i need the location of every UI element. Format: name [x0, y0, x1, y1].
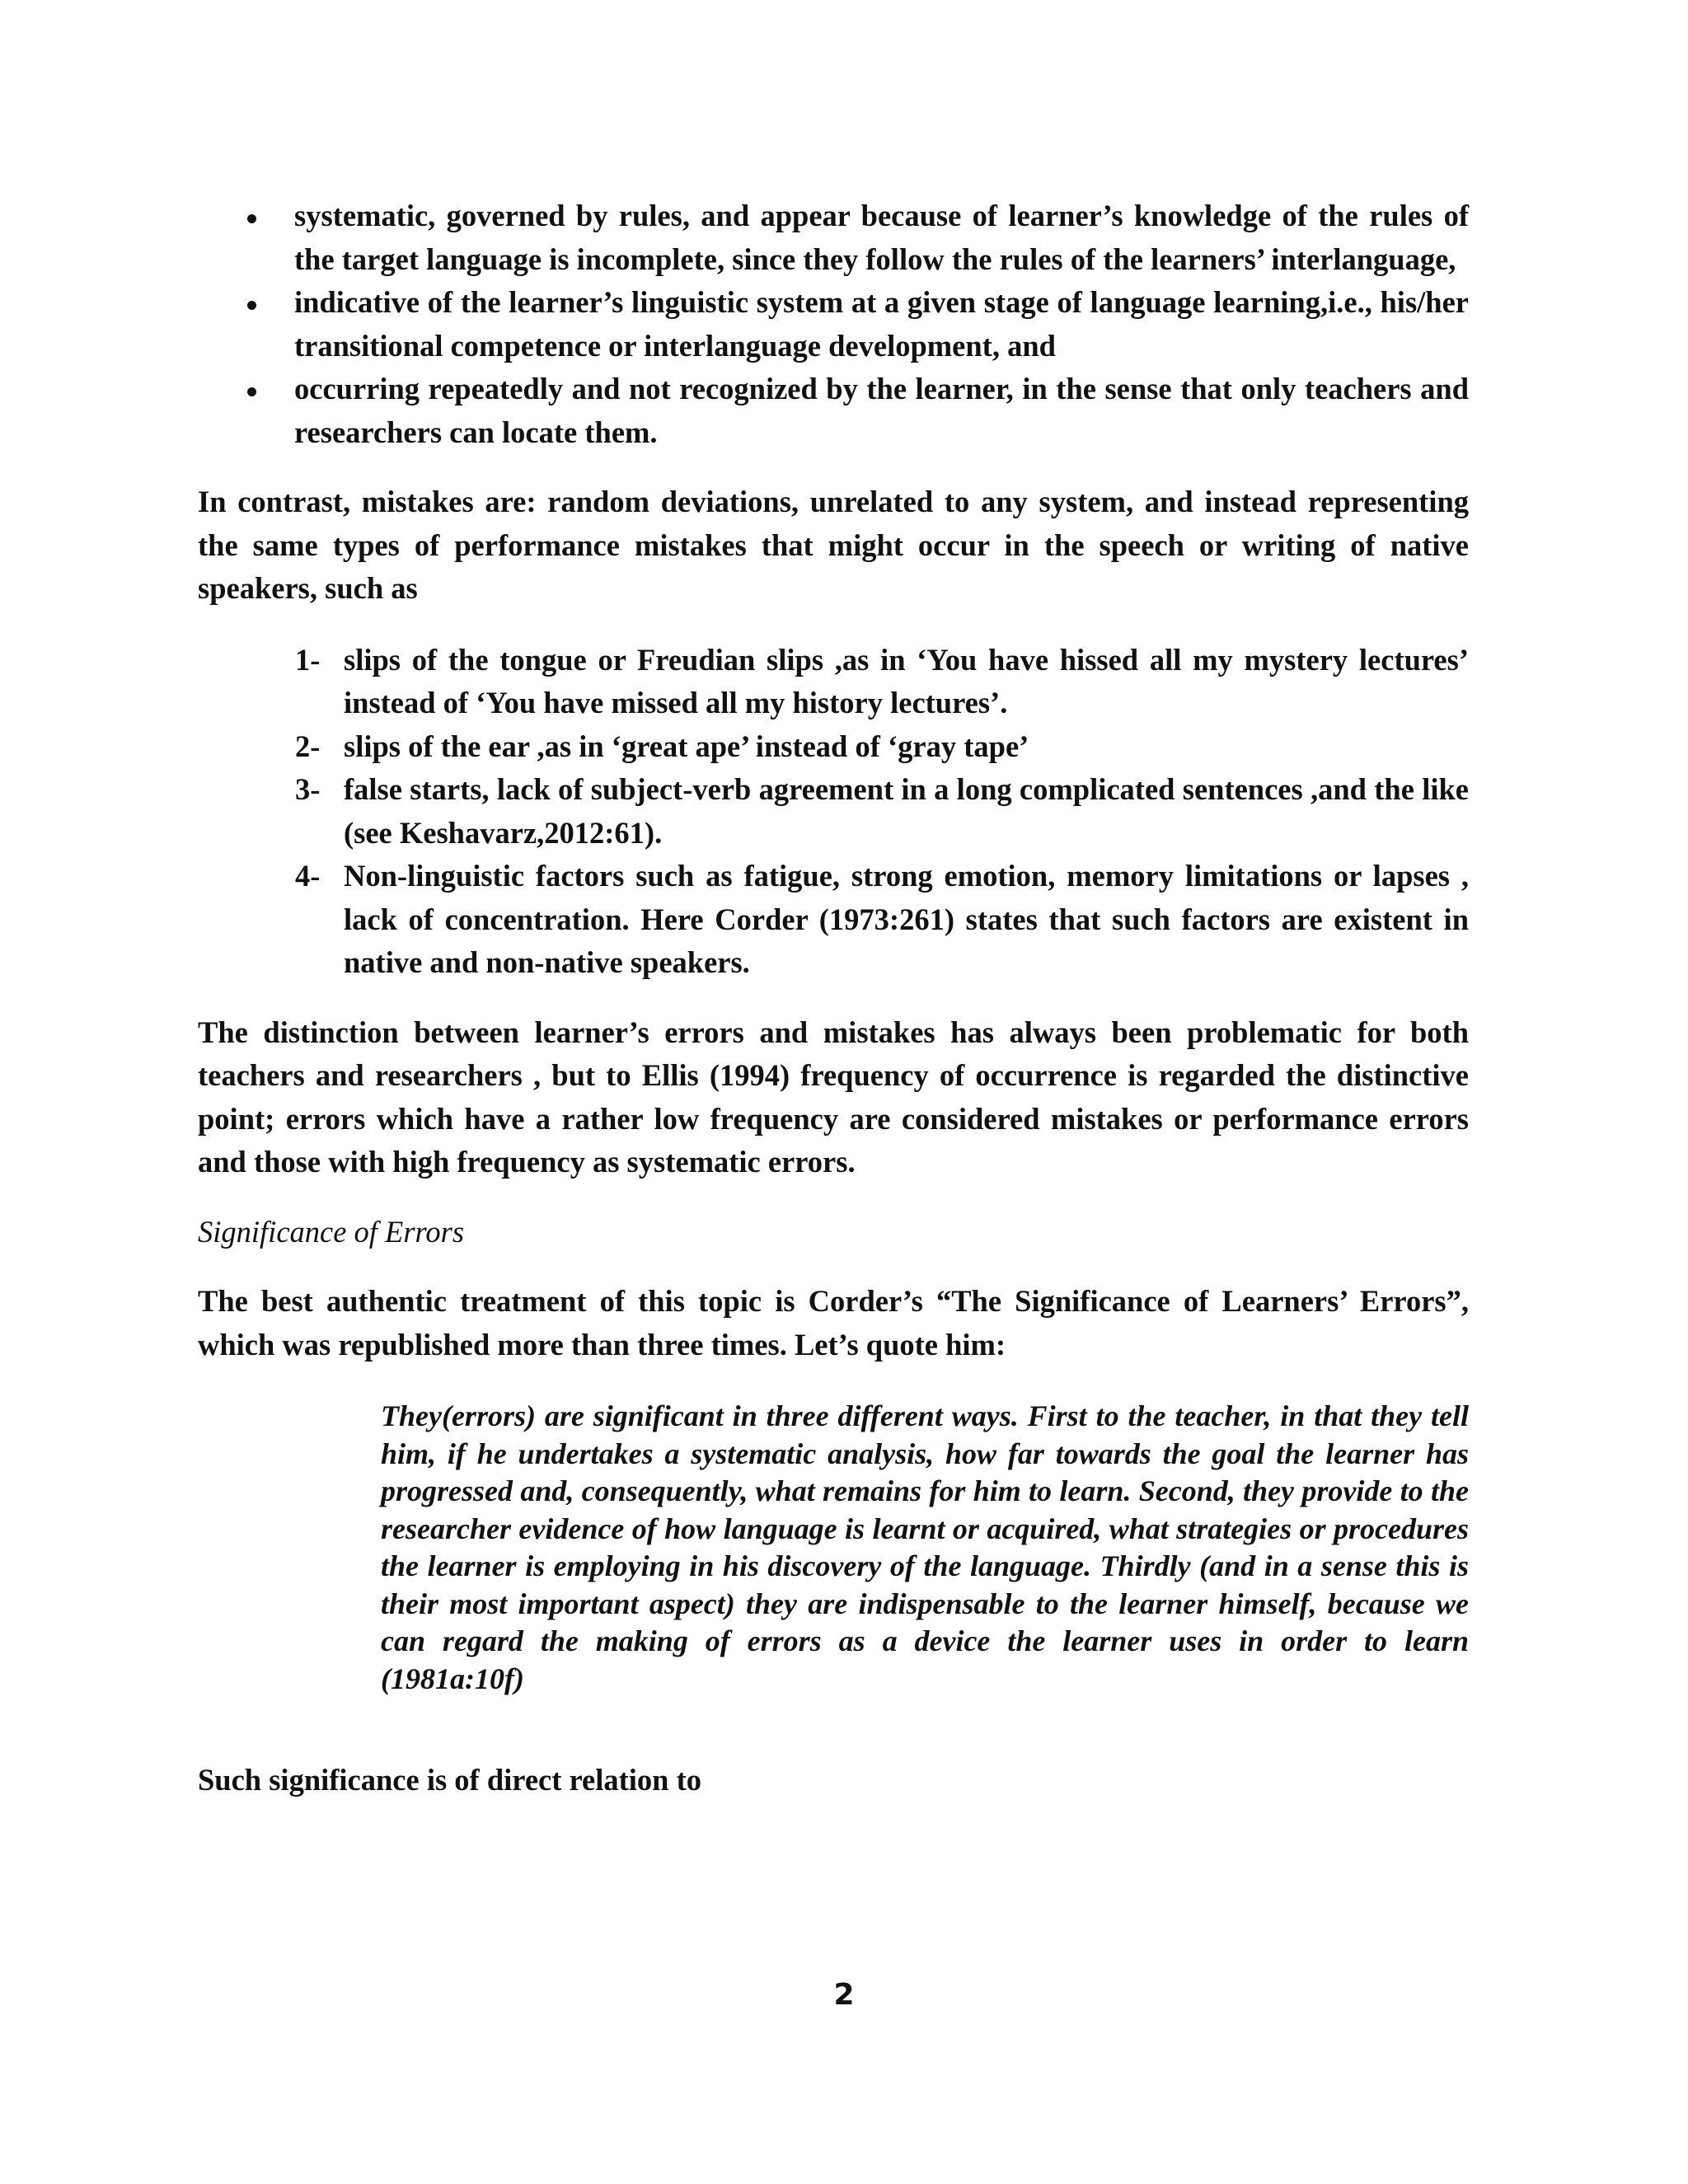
list-item — [198, 855, 1469, 985]
contrast-paragraph: In contrast, mistakes are: random deviations, unrelated to any system, and instead representing the same types of performance mistakes that might occur in the speech or writing of native speakers, such as — [198, 485, 1469, 605]
bullet-text: systematic, governed by rules, and appear because of learner’s knowledge of the rules of the target language is incomplete, since they follow the rules of the learners’ interlanguage, — [294, 199, 1469, 276]
list-item-text: slips of the ear ,as in ‘great ape’ instead of ‘gray tape’ — [344, 729, 1029, 763]
bullet-text: indicative of the learner’s linguistic system at a given stage of language learning,i.e., his/her transitional competence or interlanguage development, and — [294, 285, 1469, 363]
bullet-icon — [247, 301, 256, 310]
list-item — [198, 768, 1469, 855]
page-number: 2 — [833, 1978, 855, 2012]
bullet-icon — [247, 387, 256, 396]
error-characteristics-list — [198, 194, 1469, 454]
list-marker: 1- — [295, 642, 321, 677]
list-marker: 3- — [295, 772, 321, 806]
list-item — [198, 368, 1469, 454]
list-item-text: false starts, lack of subject-verb agreement in a long complicated sentences ,and the like (see Keshavarz,2012:61). — [344, 772, 1469, 850]
list-item — [198, 639, 1469, 725]
list-item-text: Non-linguistic factors such as fatigue, strong emotion, memory limitations or lapses , lack of concentration. Here Corder (1973:261) states that such factors are existent in native and non-native speakers. — [344, 859, 1469, 979]
list-marker: 2- — [295, 729, 321, 763]
mistake-types-list — [198, 639, 1469, 985]
section-heading: Significance of Errors — [198, 1214, 465, 1249]
distinction-paragraph: The distinction between learner’s errors and mistakes has always been problematic for both teachers and researchers , but to Ellis (1994) frequency of occurrence is regarded the distinctive point; errors which have a rather low frequency are considered mistakes or performance errors and those with high frequency as systematic errors. — [198, 1015, 1469, 1179]
block-quote: They(errors) are significant in three different ways. First to the teacher, in that they tell him, if he undertakes a systematic analysis, how far towards the goal the learner has progressed and, consequently, what remains for him to learn. Second, they provide to the researcher evidence of how language is learnt or acquired, what strategies or procedures the learner is employing in his discovery of the language. Thirdly (and in a sense this is their most important aspect) they are indispensable to the learner himself, because we can regard the making of errors as a device the learner uses in order to learn (1981a:10f) — [381, 1399, 1469, 1695]
closing-line: Such significance is of direct relation to — [198, 1763, 702, 1797]
page-content — [198, 194, 1469, 1802]
section-paragraph: The best authentic treatment of this topic is Corder’s “The Significance of Learners’ Errors”, which was republished more than three times. Let’s quote him: — [198, 1284, 1469, 1361]
list-item — [198, 194, 1469, 281]
bullet-text: occurring repeatedly and not recognized by the learner, in the sense that only teachers and researchers can locate them. — [294, 372, 1469, 449]
bullet-icon — [247, 214, 256, 223]
list-item-text: slips of the tongue or Freudian slips ,as in ‘You have hissed all my mystery lectures’ instead of ‘You have missed all my history lectures’. — [344, 642, 1469, 719]
list-item — [198, 725, 1469, 769]
list-marker: 4- — [295, 859, 321, 893]
list-item — [198, 281, 1469, 368]
